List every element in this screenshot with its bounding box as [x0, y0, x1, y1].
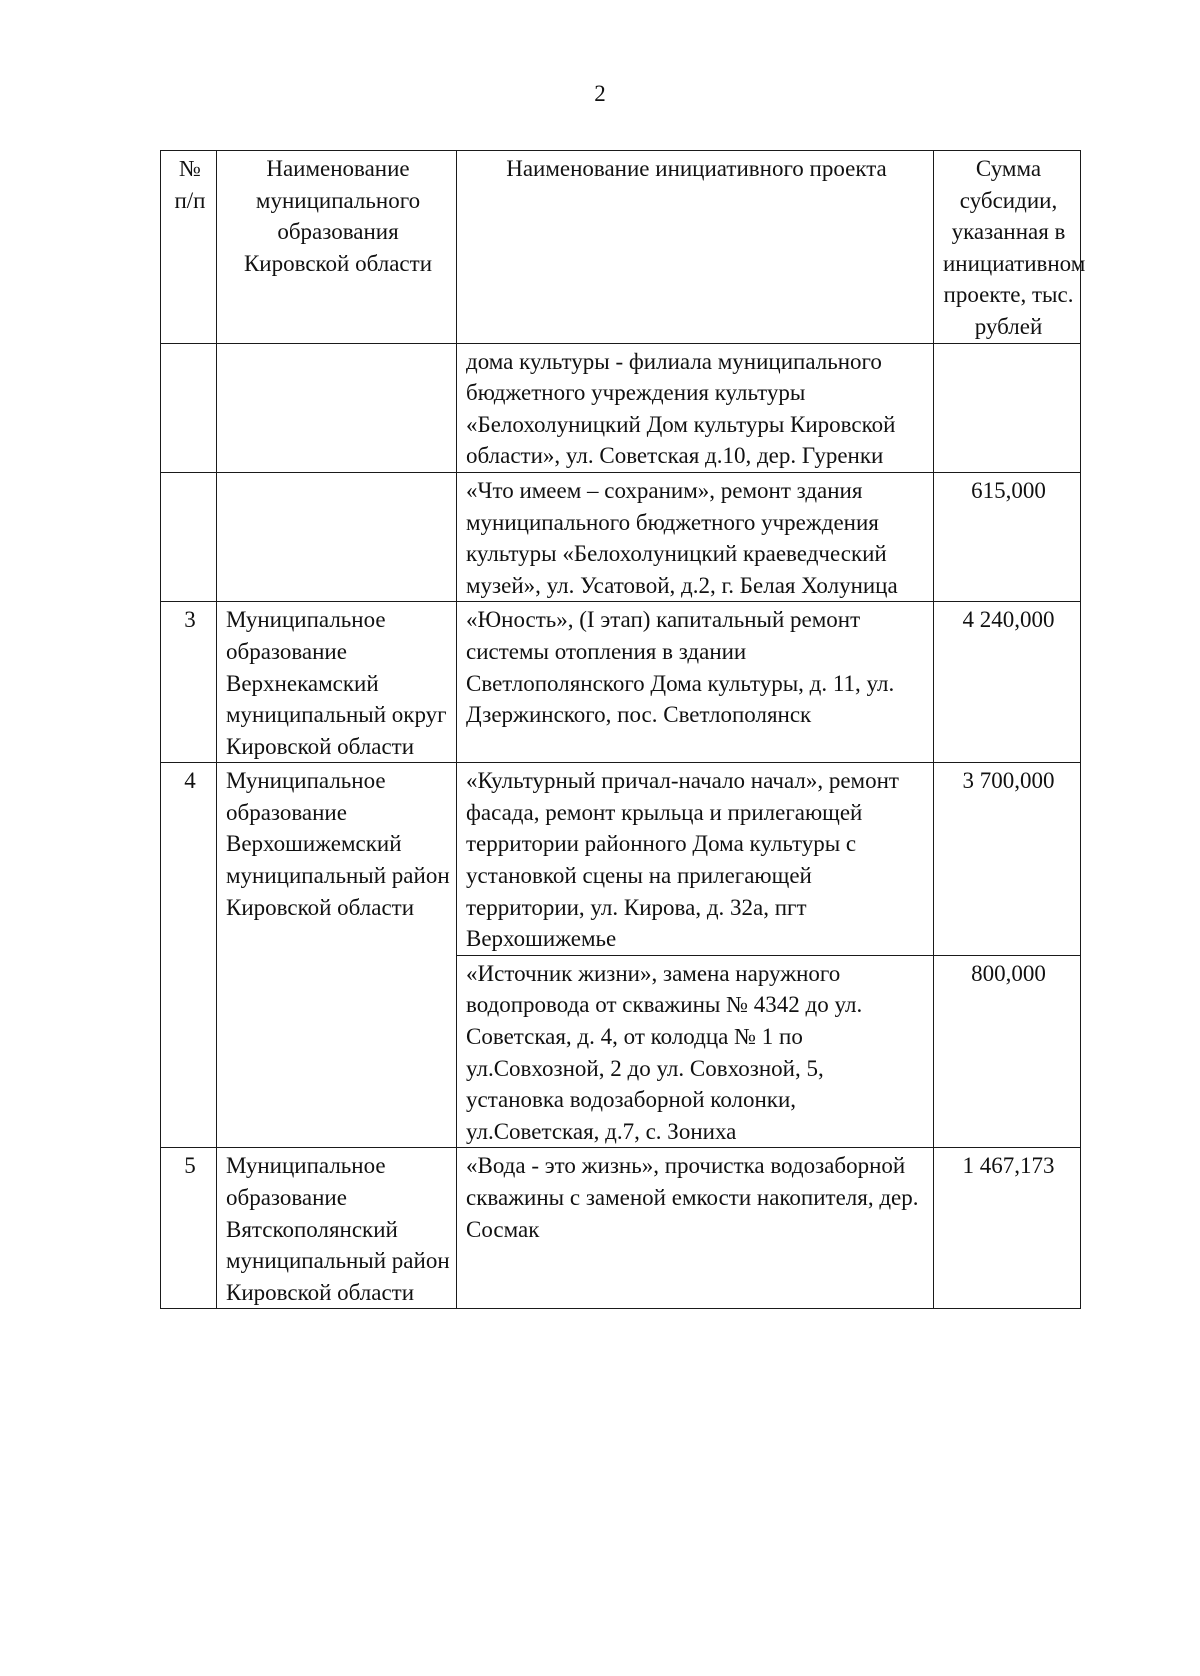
row-number: 3	[161, 602, 217, 763]
sum-cell: 800,000	[934, 955, 1081, 1148]
municipality-cell: Муниципальное образование Вятскополянский муниципальный район Кировской области	[217, 1148, 457, 1309]
table-header-row	[161, 151, 1081, 344]
row-number: 4	[161, 763, 217, 1148]
page-number: 2	[594, 81, 606, 106]
sum-cell: 3 700,000	[934, 763, 1081, 956]
project-cell: «Что имеем – сохраним», ремонт здания муниципального бюджетного учреждения культуры «Белохолуницкий краеведческий музей», ул. Усатовой, д.2, г. Белая Холуница	[457, 472, 934, 601]
table-row	[161, 343, 1081, 472]
project-cell: «Юность», (I этап) капитальный ремонт системы отопления в здании Светлополянского Дома культуры, д. 11, ул. Дзержинского, пос. Светлополянск	[457, 602, 934, 763]
sum-cell	[934, 343, 1081, 472]
table-row	[161, 1148, 1081, 1309]
header-sum: Сумма субсидии, указанная в инициативном проекте, тыс. рублей	[934, 151, 1081, 344]
project-cell: «Культурный причал-начало начал», ремонт фасада, ремонт крыльца и прилегающей территории районного Дома культуры с установкой сцены на прилегающей территории, ул. Кирова, д. 32а, пгт Верхошижемье	[457, 763, 934, 956]
sum-cell: 1 467,173	[934, 1148, 1081, 1309]
municipality-cell	[217, 343, 457, 472]
row-number	[161, 343, 217, 472]
header-municipality: Наименование муниципального образования Кировской области	[217, 151, 457, 344]
subsidy-table	[160, 150, 1086, 1309]
project-cell: дома культуры - филиала муниципального бюджетного учреждения культуры «Белохолуницкий Дом культуры Кировской области», ул. Советская д.10, дер. Гуренки	[457, 343, 934, 472]
row-number	[161, 472, 217, 601]
project-cell: «Источник жизни», замена наружного водопровода от скважины № 4342 до ул. Советская, д. 4, от колодца № 1 по ул.Совхозной, 2 до ул. Совхозной, 5, установка водозаборной колонки, ул.Советская, д.7, с. Зониха	[457, 955, 934, 1148]
header-number: № п/п	[161, 151, 217, 344]
sum-cell: 4 240,000	[934, 602, 1081, 763]
project-cell: «Вода - это жизнь», прочистка водозаборной скважины с заменой емкости накопителя, дер. Сосмак	[457, 1148, 934, 1309]
table-row	[161, 602, 1081, 763]
table-row	[161, 472, 1081, 601]
sum-cell: 615,000	[934, 472, 1081, 601]
table-row	[161, 763, 1081, 956]
municipality-cell: Муниципальное образование Верхнекамский муниципальный округ Кировской области	[217, 602, 457, 763]
municipality-cell: Муниципальное образование Верхошижемский муниципальный район Кировской области	[217, 763, 457, 1148]
municipality-cell	[217, 472, 457, 601]
header-project: Наименование инициативного проекта	[457, 151, 934, 344]
row-number: 5	[161, 1148, 217, 1309]
